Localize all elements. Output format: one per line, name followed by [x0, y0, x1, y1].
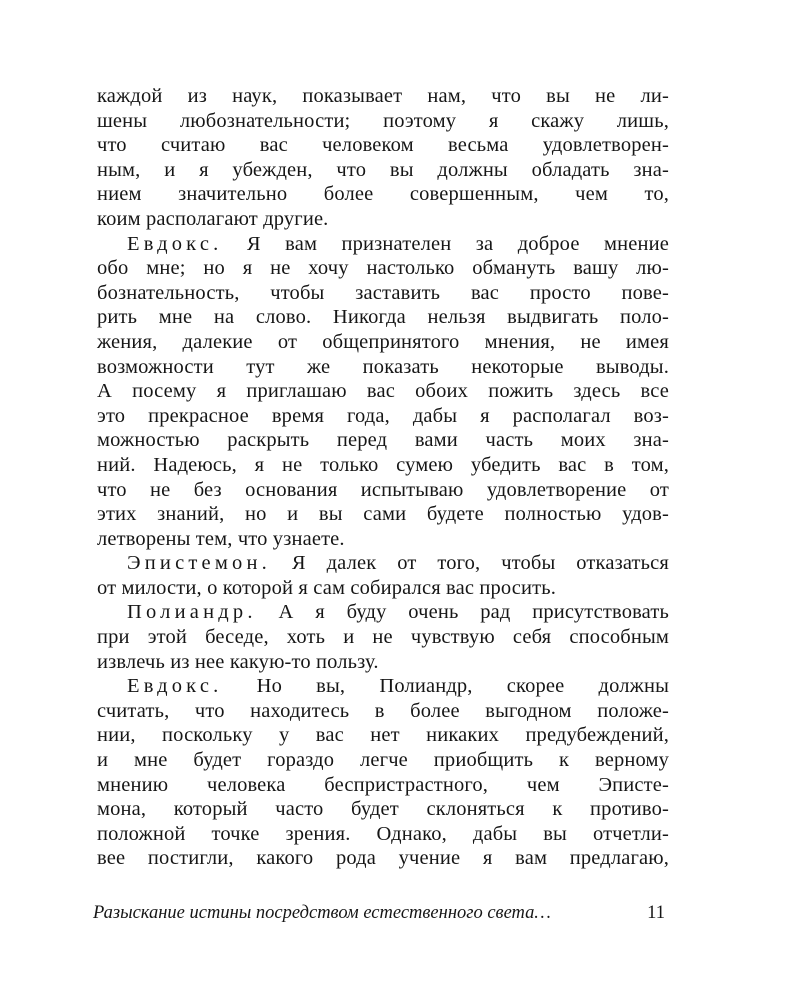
- text-line: что считаю вас человеком весьма удовлетворен-: [97, 134, 669, 157]
- text-line: ным, и я убежден, что вы должны обладать зна-: [97, 158, 669, 181]
- page-number: 11: [647, 903, 665, 923]
- speaker-name: Полиандр.: [127, 601, 257, 624]
- text-line: можностью раскрыть перед вами часть моих зна-: [97, 429, 669, 452]
- text-line: извлечь из нее какую-то пользу.: [97, 650, 379, 673]
- text-line: рить мне на слово. Никогда нельзя выдвигать поло-: [97, 306, 669, 329]
- text-line: возможности тут же показать некоторые выводы.: [97, 355, 669, 378]
- text-line: Эпистемон. Я далек от того, чтобы отказаться: [127, 552, 669, 575]
- text-line: бознательность, чтобы заставить вас просто пове-: [97, 281, 669, 304]
- text-line: обо мне; но я не хочу настолько обмануть вашу лю-: [97, 257, 669, 280]
- text-line: вее постигли, какого рода учение я вам предлагаю,: [97, 847, 669, 870]
- text-line: Евдокс. Я вам признателен за доброе мнение: [127, 232, 669, 255]
- text-line: нии, поскольку у вас нет никаких предубеждений,: [97, 724, 669, 747]
- text-line: и мне будет гораздо легче приобщить к верному: [97, 749, 669, 772]
- text-line: А посему я приглашаю вас обоих пожить здесь все: [97, 380, 669, 403]
- text-line: нием значительно более совершенным, чем то,: [97, 183, 669, 206]
- text-line: летворены тем, что узнаете.: [97, 527, 345, 550]
- text-line: ний. Надеюсь, я не только сумею убедить вас в том,: [97, 453, 669, 476]
- speaker-name: Эпистемон.: [127, 552, 271, 575]
- text-line: считать, что находитесь в более выгодном положе-: [97, 699, 669, 722]
- speaker-name: Евдокс.: [127, 675, 223, 698]
- text-line: это прекрасное время года, дабы я располагал воз-: [97, 404, 669, 427]
- text-line: шены любознательности; поэтому я скажу лишь,: [97, 109, 669, 132]
- text-line: каждой из наук, показывает нам, что вы не ли-: [97, 85, 669, 107]
- text-line: этих знаний, но и вы сами будете полностью удов-: [97, 503, 669, 526]
- page-body: [97, 84, 669, 871]
- running-title: Разыскание истины посредством естественного света…: [93, 903, 551, 923]
- text-line: жения, далекие от общепринятого мнения, не имея: [97, 330, 669, 353]
- text-line: что не без основания испытываю удовлетворение от: [97, 478, 669, 501]
- text-line: Полиандр. А я буду очень рад присутствовать: [127, 601, 669, 624]
- text-line: при этой беседе, хоть и не чувствую себя способным: [97, 626, 669, 649]
- speaker-name: Евдокс.: [127, 232, 223, 255]
- text-line: коим располагают другие.: [97, 207, 329, 230]
- text-line: мона, который часто будет склоняться к противо-: [97, 798, 669, 821]
- page-footer: [93, 900, 665, 926]
- text-line: от милости, о которой я сам собирался вас просить.: [97, 576, 557, 599]
- text-line: мнению человека беспристрастного, чем Эписте-: [97, 773, 669, 796]
- text-line: Евдокс. Но вы, Полиандр, скорее должны: [127, 675, 669, 698]
- text-line: положной точке зрения. Однако, дабы вы отчетли-: [97, 822, 669, 845]
